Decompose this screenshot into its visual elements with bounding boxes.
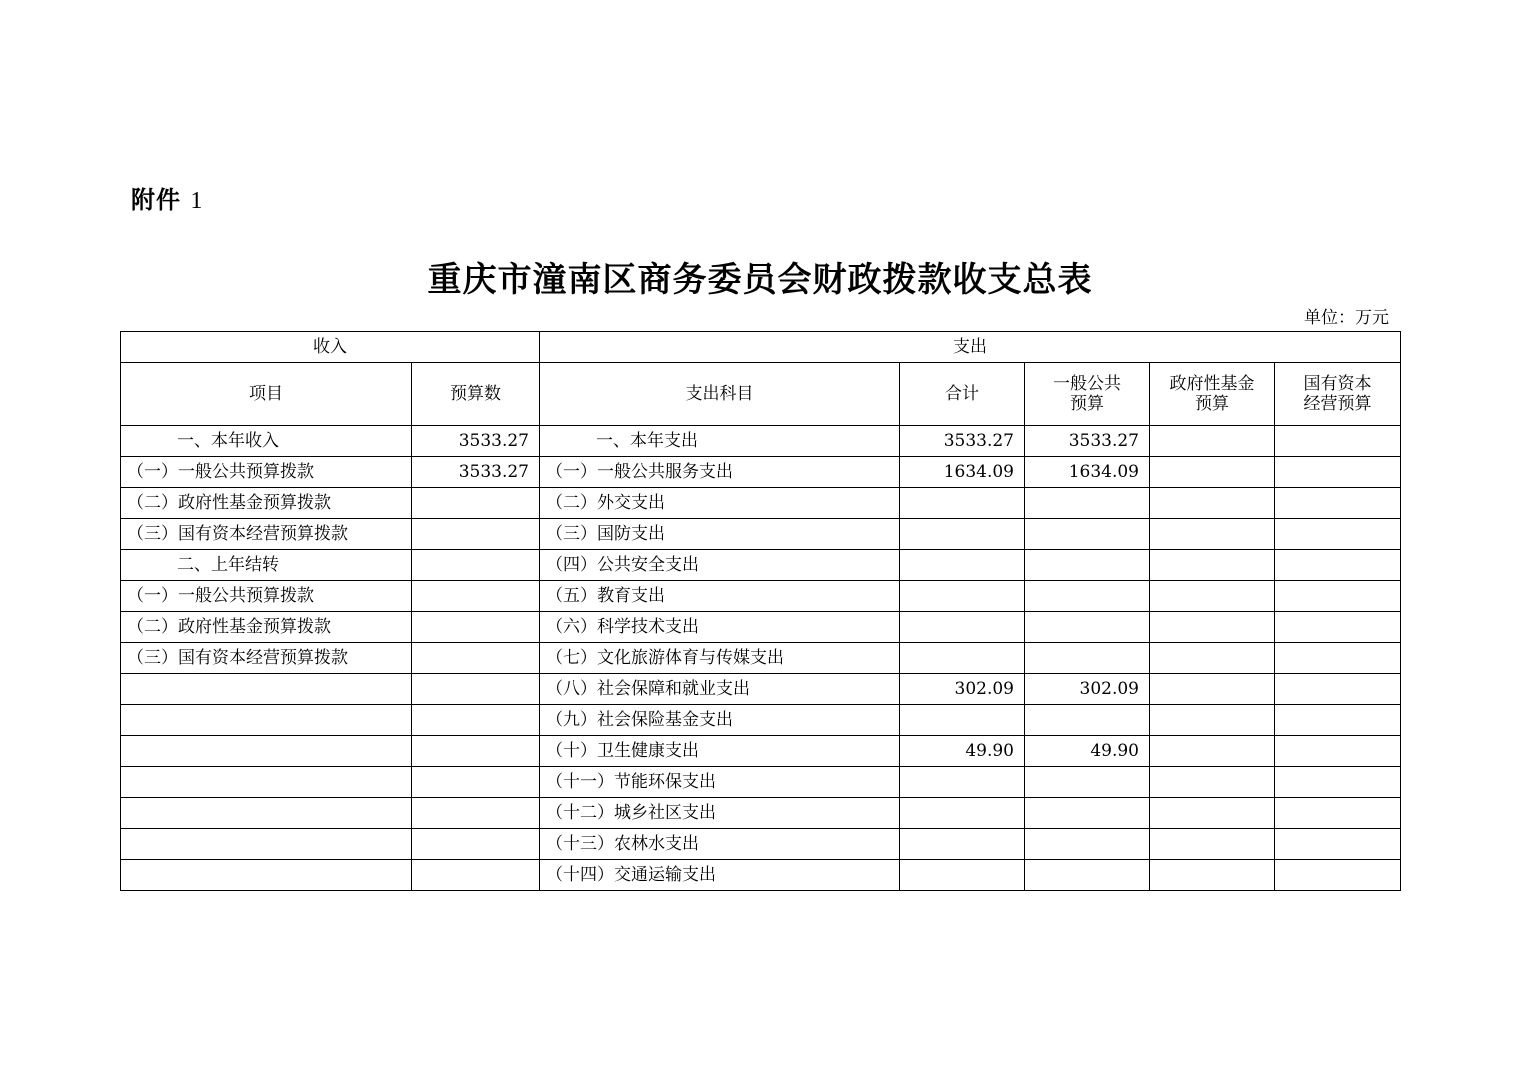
- col-header-general: 一般公共 预算: [1025, 363, 1150, 426]
- income-item-cell: [121, 798, 412, 829]
- income-value-cell: [412, 643, 540, 674]
- fund-budget-cell: [1150, 736, 1275, 767]
- income-item-cell: （一）一般公共预算拨款: [121, 457, 412, 488]
- total-cell: [900, 488, 1025, 519]
- col-header-expense-item: 支出科目: [540, 363, 900, 426]
- general-budget-cell: [1025, 829, 1150, 860]
- total-cell: [900, 860, 1025, 891]
- general-budget-cell: [1025, 488, 1150, 519]
- income-item-cell: （三）国有资本经营预算拨款: [121, 519, 412, 550]
- table-row: [121, 829, 1401, 860]
- income-value-cell: [412, 860, 540, 891]
- capital-budget-cell: [1275, 643, 1401, 674]
- group-header-row: [121, 332, 1401, 363]
- fund-budget-cell: [1150, 705, 1275, 736]
- income-item-cell: [121, 829, 412, 860]
- income-value-cell: [412, 736, 540, 767]
- general-budget-cell: [1025, 550, 1150, 581]
- table-row: [121, 736, 1401, 767]
- general-budget-cell: [1025, 767, 1150, 798]
- fund-budget-cell: [1150, 426, 1275, 457]
- income-value-cell: [412, 705, 540, 736]
- income-group-header: 收入: [121, 332, 540, 363]
- page-title: 重庆市潼南区商务委员会财政拨款收支总表: [427, 260, 1093, 300]
- expense-item-cell: 一、本年支出: [540, 426, 900, 457]
- income-value-cell: [412, 674, 540, 705]
- income-item-cell: （一）一般公共预算拨款: [121, 581, 412, 612]
- total-cell: [900, 705, 1025, 736]
- general-budget-cell: [1025, 581, 1150, 612]
- table-row: [121, 457, 1401, 488]
- expense-item-cell: （三）国防支出: [540, 519, 900, 550]
- income-item-cell: 二、上年结转: [121, 550, 412, 581]
- general-budget-cell: [1025, 643, 1150, 674]
- expense-item-cell: （八）社会保障和就业支出: [540, 674, 900, 705]
- capital-budget-cell: [1275, 488, 1401, 519]
- fund-budget-cell: [1150, 519, 1275, 550]
- attachment-label: [131, 180, 203, 215]
- total-cell: 3533.27: [900, 426, 1025, 457]
- col-header-capital: 国有资本 经营预算: [1275, 363, 1401, 426]
- income-item-cell: [121, 674, 412, 705]
- expense-item-cell: （六）科学技术支出: [540, 612, 900, 643]
- total-cell: [900, 767, 1025, 798]
- expense-item-cell: （五）教育支出: [540, 581, 900, 612]
- fund-budget-cell: [1150, 798, 1275, 829]
- income-value-cell: [412, 519, 540, 550]
- expense-item-cell: （十一）节能环保支出: [540, 767, 900, 798]
- expense-item-cell: （四）公共安全支出: [540, 550, 900, 581]
- income-value-cell: 3533.27: [412, 457, 540, 488]
- table-row: [121, 705, 1401, 736]
- expense-item-cell: （二）外交支出: [540, 488, 900, 519]
- income-item-cell: [121, 767, 412, 798]
- general-budget-cell: 49.90: [1025, 736, 1150, 767]
- income-item-cell: 一、本年收入: [121, 426, 412, 457]
- total-cell: [900, 550, 1025, 581]
- fund-budget-cell: [1150, 581, 1275, 612]
- total-cell: [900, 612, 1025, 643]
- total-cell: 1634.09: [900, 457, 1025, 488]
- expense-item-cell: （七）文化旅游体育与传媒支出: [540, 643, 900, 674]
- fund-budget-cell: [1150, 550, 1275, 581]
- capital-budget-cell: [1275, 798, 1401, 829]
- capital-budget-cell: [1275, 829, 1401, 860]
- capital-budget-cell: [1275, 767, 1401, 798]
- table-row: [121, 860, 1401, 891]
- total-cell: [900, 798, 1025, 829]
- general-budget-cell: [1025, 860, 1150, 891]
- col-header-total: 合计: [900, 363, 1025, 426]
- table-row: [121, 426, 1401, 457]
- unit-label: 单位：万元: [1304, 308, 1389, 328]
- capital-budget-cell: [1275, 519, 1401, 550]
- attachment-number: 1: [190, 188, 204, 214]
- col-header-item: 项目: [121, 363, 412, 426]
- total-cell: 302.09: [900, 674, 1025, 705]
- capital-budget-cell: [1275, 860, 1401, 891]
- total-cell: [900, 581, 1025, 612]
- fund-budget-cell: [1150, 829, 1275, 860]
- col-header-fund: 政府性基金 预算: [1150, 363, 1275, 426]
- income-value-cell: [412, 488, 540, 519]
- income-item-cell: （三）国有资本经营预算拨款: [121, 643, 412, 674]
- fund-budget-cell: [1150, 612, 1275, 643]
- budget-table: [120, 331, 1401, 891]
- table-row: [121, 643, 1401, 674]
- general-budget-cell: [1025, 705, 1150, 736]
- income-item-cell: [121, 705, 412, 736]
- general-budget-cell: [1025, 798, 1150, 829]
- expense-item-cell: （十）卫生健康支出: [540, 736, 900, 767]
- general-budget-cell: [1025, 519, 1150, 550]
- expense-group-header: 支出: [540, 332, 1401, 363]
- income-item-cell: [121, 736, 412, 767]
- general-budget-cell: [1025, 612, 1150, 643]
- capital-budget-cell: [1275, 674, 1401, 705]
- col-header-budget: 预算数: [412, 363, 540, 426]
- expense-item-cell: （一）一般公共服务支出: [540, 457, 900, 488]
- table-row: [121, 550, 1401, 581]
- capital-budget-cell: [1275, 612, 1401, 643]
- income-item-cell: （二）政府性基金预算拨款: [121, 488, 412, 519]
- income-value-cell: [412, 798, 540, 829]
- fund-budget-cell: [1150, 488, 1275, 519]
- fund-budget-cell: [1150, 457, 1275, 488]
- fund-budget-cell: [1150, 643, 1275, 674]
- total-cell: [900, 643, 1025, 674]
- expense-item-cell: （十三）农林水支出: [540, 829, 900, 860]
- table-row: [121, 581, 1401, 612]
- fund-budget-cell: [1150, 767, 1275, 798]
- income-value-cell: 3533.27: [412, 426, 540, 457]
- income-value-cell: [412, 581, 540, 612]
- expense-item-cell: （十二）城乡社区支出: [540, 798, 900, 829]
- table-row: [121, 519, 1401, 550]
- capital-budget-cell: [1275, 581, 1401, 612]
- income-item-cell: （二）政府性基金预算拨款: [121, 612, 412, 643]
- general-budget-cell: 3533.27: [1025, 426, 1150, 457]
- expense-item-cell: （十四）交通运输支出: [540, 860, 900, 891]
- table-row: [121, 674, 1401, 705]
- capital-budget-cell: [1275, 426, 1401, 457]
- income-value-cell: [412, 550, 540, 581]
- table-row: [121, 488, 1401, 519]
- table-row: [121, 798, 1401, 829]
- fund-budget-cell: [1150, 674, 1275, 705]
- column-header-row: [121, 363, 1401, 426]
- attachment-text: 附件: [131, 186, 181, 214]
- general-budget-cell: 1634.09: [1025, 457, 1150, 488]
- capital-budget-cell: [1275, 457, 1401, 488]
- capital-budget-cell: [1275, 705, 1401, 736]
- income-value-cell: [412, 612, 540, 643]
- table-row: [121, 612, 1401, 643]
- income-item-cell: [121, 860, 412, 891]
- total-cell: 49.90: [900, 736, 1025, 767]
- table-row: [121, 767, 1401, 798]
- total-cell: [900, 519, 1025, 550]
- fund-budget-cell: [1150, 860, 1275, 891]
- expense-item-cell: （九）社会保险基金支出: [540, 705, 900, 736]
- capital-budget-cell: [1275, 736, 1401, 767]
- capital-budget-cell: [1275, 550, 1401, 581]
- general-budget-cell: 302.09: [1025, 674, 1150, 705]
- total-cell: [900, 829, 1025, 860]
- income-value-cell: [412, 767, 540, 798]
- income-value-cell: [412, 829, 540, 860]
